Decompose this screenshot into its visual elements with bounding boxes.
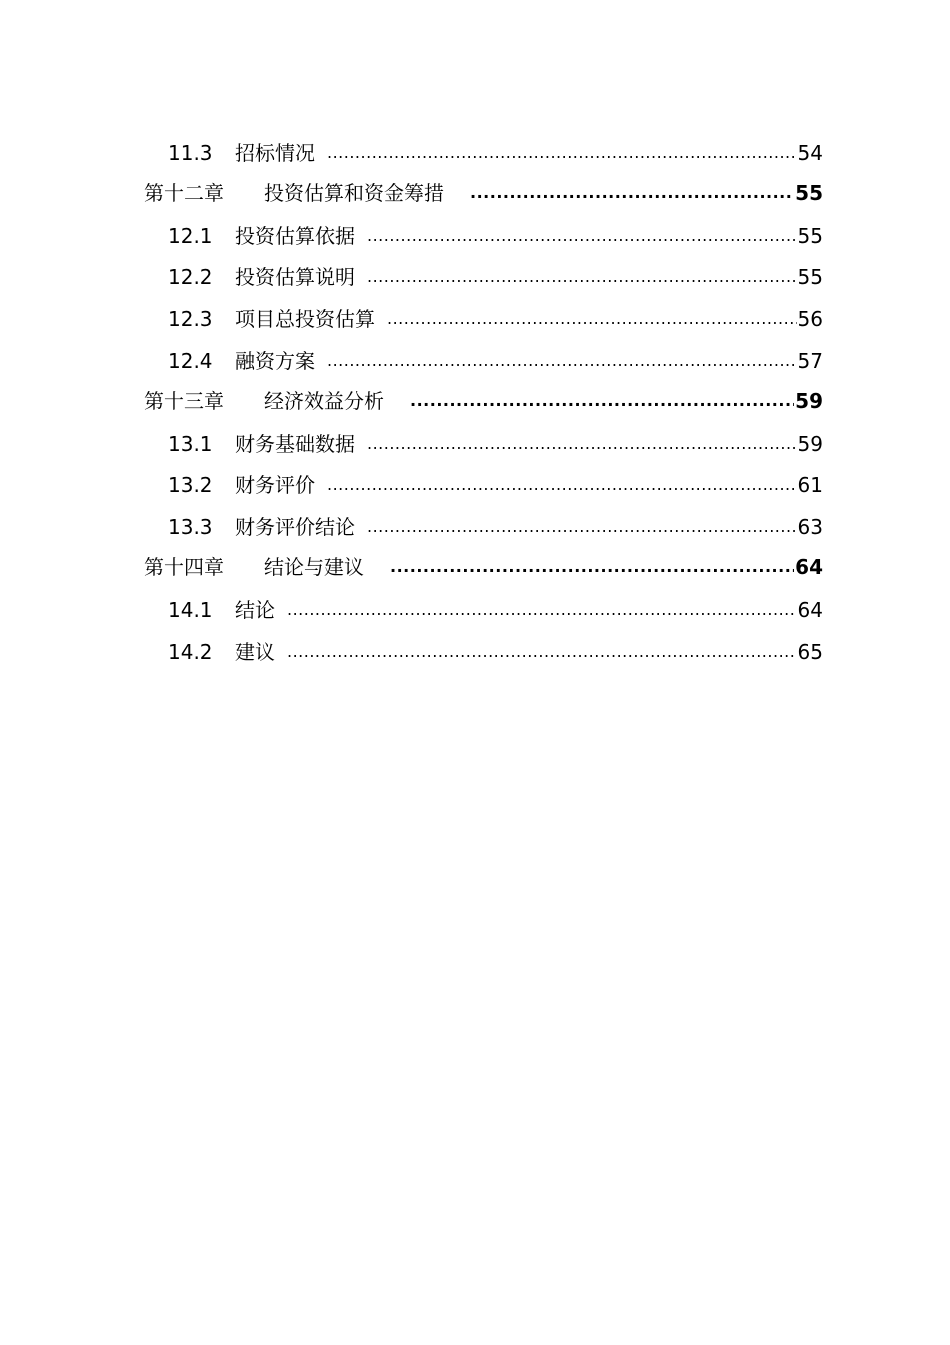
toc-section-title: 投资估算依据: [235, 224, 355, 248]
toc-dot-leader: [410, 389, 794, 413]
toc-section-title: 投资估算说明: [235, 265, 355, 289]
toc-section-number: 12.4: [168, 349, 213, 373]
toc-chapter-title: 经济效益分析: [264, 389, 384, 413]
toc-entry-13-3[interactable]: [168, 509, 823, 539]
toc-section-title: 财务基础数据: [235, 432, 355, 456]
toc-page-number: 55: [797, 265, 823, 289]
toc-entry-chapter-12[interactable]: [144, 175, 823, 205]
toc-entry-11-3[interactable]: [168, 135, 823, 165]
toc-section-number: 13.1: [168, 432, 213, 456]
toc-entry-14-1[interactable]: [168, 592, 823, 622]
toc-page-number: 64: [797, 598, 823, 622]
toc-dot-leader: [367, 224, 797, 248]
toc-chapter-number: 第十四章: [144, 555, 224, 579]
toc-section-title: 项目总投资估算: [235, 307, 375, 331]
toc-entry-13-2[interactable]: [168, 467, 823, 497]
toc-page-number: 54: [797, 141, 823, 165]
toc-section-number: 14.2: [168, 640, 213, 664]
toc-entry-12-3[interactable]: [168, 301, 823, 331]
toc-section-number: 13.2: [168, 473, 213, 497]
toc-dot-leader: [367, 515, 797, 539]
toc-page-number: 56: [797, 307, 823, 331]
toc-page-number: 55: [795, 181, 823, 205]
toc-page-number: 63: [797, 515, 823, 539]
toc-section-number: 12.3: [168, 307, 213, 331]
toc-section-number: 11.3: [168, 141, 213, 165]
toc-entry-12-2[interactable]: [168, 259, 823, 289]
toc-section-title: 财务评价: [235, 473, 315, 497]
toc-entry-chapter-13[interactable]: [144, 383, 823, 413]
toc-dot-leader: [327, 473, 797, 497]
toc-entry-12-4[interactable]: [168, 343, 823, 373]
toc-entry-chapter-14[interactable]: [144, 549, 823, 579]
toc-chapter-number: 第十二章: [144, 181, 224, 205]
toc-page-number: 55: [797, 224, 823, 248]
toc-chapter-title: 投资估算和资金筹措: [264, 181, 444, 205]
toc-dot-leader: [327, 349, 797, 373]
toc-page-number: 65: [797, 640, 823, 664]
toc-section-title: 建议: [235, 640, 275, 664]
toc-dot-leader: [387, 307, 797, 331]
toc-section-number: 13.3: [168, 515, 213, 539]
toc-section-title: 结论: [235, 598, 275, 622]
toc-dot-leader: [390, 555, 794, 579]
toc-dot-leader: [287, 598, 797, 622]
toc-section-number: 12.1: [168, 224, 213, 248]
toc-dot-leader: [367, 265, 797, 289]
toc-entry-14-2[interactable]: [168, 634, 823, 664]
toc-section-title: 招标情况: [235, 141, 315, 165]
toc-page-number: 59: [795, 389, 823, 413]
toc-section-title: 融资方案: [235, 349, 315, 373]
toc-dot-leader: [287, 640, 797, 664]
toc-page-number: 61: [797, 473, 823, 497]
toc-page-number: 64: [795, 555, 823, 579]
toc-section-number: 14.1: [168, 598, 213, 622]
toc-entry-13-1[interactable]: [168, 426, 823, 456]
toc-entry-12-1[interactable]: [168, 218, 823, 248]
toc-dot-leader: [470, 181, 794, 205]
toc-page-number: 59: [797, 432, 823, 456]
toc-page-number: 57: [797, 349, 823, 373]
toc-chapter-title: 结论与建议: [264, 555, 364, 579]
toc-section-title: 财务评价结论: [235, 515, 355, 539]
toc-section-number: 12.2: [168, 265, 213, 289]
toc-dot-leader: [327, 141, 797, 165]
toc-chapter-number: 第十三章: [144, 389, 224, 413]
toc-dot-leader: [367, 432, 797, 456]
